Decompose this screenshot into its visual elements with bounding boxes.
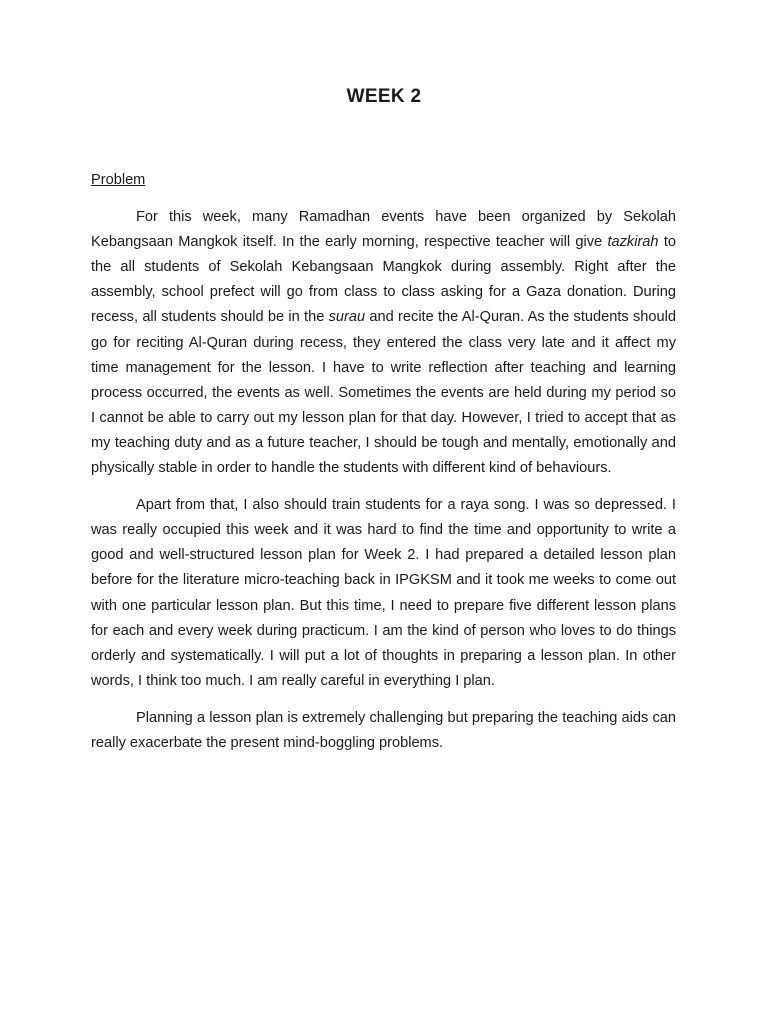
italic-term-surau: surau — [328, 309, 366, 326]
section-heading: Problem — [91, 172, 146, 188]
paragraph-3: Planning a lesson plan is extremely challenging but preparing the teaching aids can really exacerbate the present mind-boggling problems. — [91, 709, 676, 751]
paragraph-1-part-2: to the all students of Sekolah Kebangsaan Mangkok during assembly. Right after the assembly, school prefect will go from class to class asking for a Gaza donation. During recess, all students should be in the — [91, 234, 676, 326]
document-body — [91, 168, 676, 768]
paragraph-2: Apart from that, I also should train students for a raya song. I was so depressed. I was really occupied this week and it was hard to find the time and opportunity to write a good and well-structured lesson plan for Week 2. I had prepared a detailed lesson plan before for the literature micro-teaching back in IPGKSM and it took me weeks to come out with one particular lesson plan. But this time, I need to prepare five different lesson plans for each and every week during practicum. I am the kind of person who loves to do things orderly and systematically. I will put a lot of thoughts in preparing a lesson plan. In other words, I think too much. I am really careful in everything I plan. — [91, 497, 676, 689]
page-title: WEEK 2 — [346, 86, 422, 107]
paragraph-1-part-3: and recite the Al-Quran. As the students should go for reciting Al-Quran during recess, they entered the class very late and it affect my time management for the lesson. I have to write reflection after teaching and learning process occurred, the events as well. Sometimes the events are held during my period so I cannot be able to carry out my lesson plan for that day. However, I tried to accept that as my teaching duty and as a future teacher, I should be tough and mentally, emotionally and physically stable in order to handle the students with different kind of behaviours. — [91, 309, 676, 477]
paragraph-1 — [91, 205, 676, 481]
paragraph-1-part-1: For this week, many Ramadhan events have been organized by Sekolah Kebangsaan Mangkok itself. In the early morning, respective teacher will give — [91, 209, 676, 251]
italic-term-tazkirah: tazkirah — [607, 234, 659, 251]
